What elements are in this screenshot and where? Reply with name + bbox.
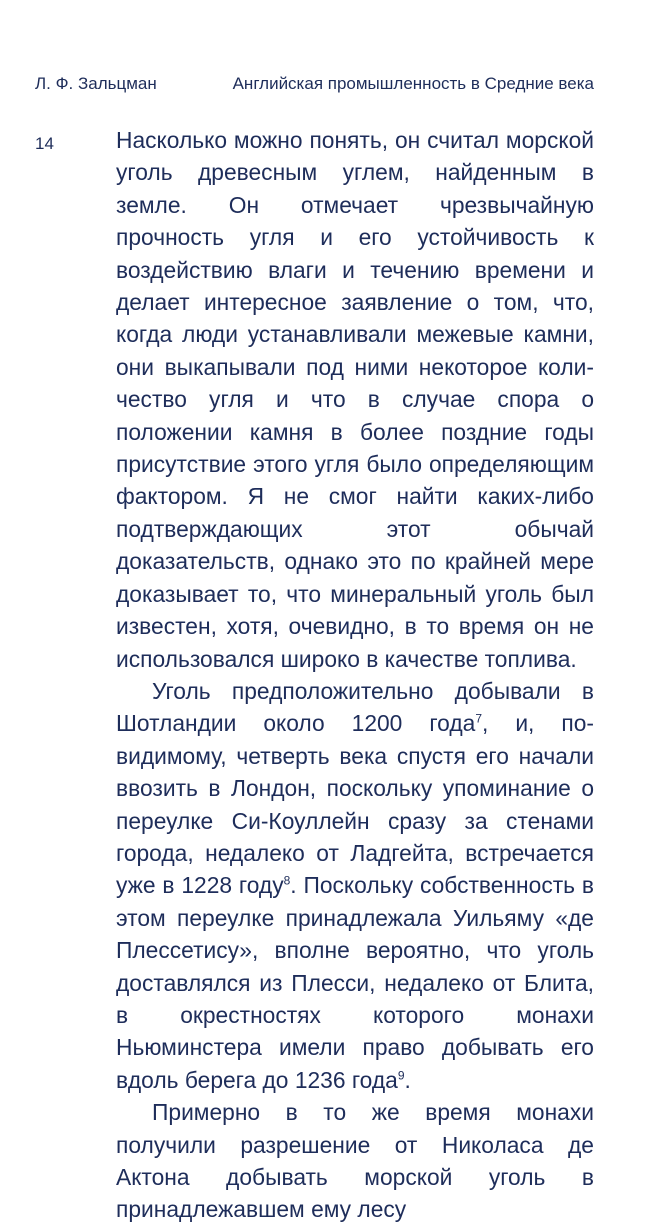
header-book-title: Английская промышленность в Средние века bbox=[232, 74, 594, 93]
paragraph-2-part-3: . Поскольку собственность в этом переулке принадлежала Уильяму «де Плессетису», вполне вероятно, что уголь доставлялся из Плесси, недалеко от Блита, в окрестностях которого монахи Ньюминстера имели право добывать его вдоль берега до 1236 года bbox=[116, 872, 594, 1093]
paragraph-2-part-2: , и, по-видимому, четверть века спустя его начали ввозить в Лондон, поскольку упоминание о переулке Си-Коуллейн сразу за стенами города, недалеко от Ладгейта, встречается уже в 1228 году bbox=[116, 710, 594, 899]
paragraph-2 bbox=[116, 675, 594, 1096]
header-author: Л. Ф. Зальцман bbox=[35, 74, 157, 93]
footnote-ref-7[interactable]: 7 bbox=[475, 711, 482, 726]
footnote-ref-8[interactable]: 8 bbox=[283, 873, 291, 888]
page-number: 14 bbox=[35, 134, 54, 153]
paragraph-2-part-1: Уголь предположительно добывали в Шотландии около 1200 года bbox=[116, 677, 594, 737]
paragraph-3: Примерно в то же время монахи получили разрешение от Николаса де Актона добывать морской уголь в принадлежавшем ему лесу bbox=[116, 1099, 594, 1223]
paragraph-1: Насколько можно понять, он считал морской уголь древесным углем, найденным в земле. Он отмечает чрезвычайную прочность угля и его устойчивость к воздействию влаги и течению времени и делает интересное заявление о том, что, когда люди устанавливали межевые камни, они выкапывали под ними некоторое количество угля и что в случае спора о положении камня в более поздние годы присутствие этого угля было определяющим фактором. Я не смог найти каких-либо подтверждающих этот обычай доказательств, однако это по крайней мере доказывает то, что минеральный уголь был известен, хотя, очевидно, в то время он не использовался широко в качестве топлива. bbox=[116, 127, 594, 672]
running-header bbox=[35, 74, 594, 94]
body-text bbox=[116, 124, 594, 1226]
paragraph-2-part-4: . bbox=[404, 1066, 411, 1093]
footnote-ref-9[interactable]: 9 bbox=[397, 1068, 405, 1083]
